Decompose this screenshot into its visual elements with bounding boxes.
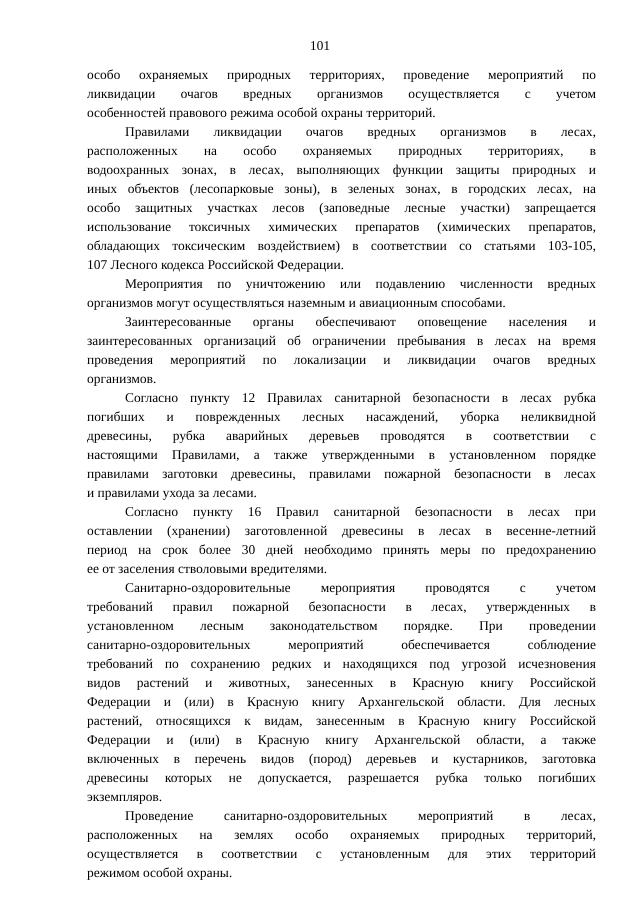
text-line: древесины, рубка аварийных деревьев проводятся в соответствии с <box>87 428 596 443</box>
text-line: погибших и поврежденных лесных насаждений, уборка неликвидной <box>87 409 596 424</box>
text-line: особо защитных участках лесов (заповедные лесные участки) запрещается <box>87 200 596 215</box>
text-line: организмов могут осуществляться наземным и авиационным способами. <box>87 295 506 310</box>
text-line: установленном лесным законодательством порядке. При проведении <box>87 618 596 633</box>
text-line: видов растений и животных, занесенных в Красную книгу Российской <box>87 675 596 690</box>
text-line: режимом особой охраны. <box>87 865 233 880</box>
text-line: Правилами ликвидации очагов вредных организмов в лесах, <box>125 124 596 139</box>
text-line: организмов. <box>87 371 157 386</box>
text-line: ликвидации очагов вредных организмов осуществляется с учетом <box>87 86 596 101</box>
text-line: оставлении (хранении) заготовленной древесины в лесах в весенне-летний <box>87 523 596 538</box>
text-line: период на срок более 30 дней необходимо принять меры по предохранению <box>87 542 596 557</box>
text-line: экземпляров. <box>87 789 163 804</box>
text-line: Согласно пункту 16 Правил санитарной безопасности в лесах при <box>125 504 596 519</box>
text-line: включенных в перечень видов (пород) деревьев и кустарников, заготовка <box>87 751 596 766</box>
text-line: Федерации и (или) в Красную книгу Архангельской области, а также <box>87 732 596 747</box>
text-line: обладающих токсическим воздействием) в соответствии со статьями 103-105, <box>87 238 596 253</box>
text-line: 107 Лесного кодекса Российской Федерации. <box>87 257 344 272</box>
text-line: ее от заселения стволовыми вредителями. <box>87 561 328 576</box>
text-line: растений, относящихся к видам, занесенным в Красную книгу Российской <box>87 713 596 728</box>
text-line: санитарно-оздоровительных мероприятий обеспечивается соблюдение <box>87 637 596 652</box>
text-line: расположенных на землях особо охраняемых природных территорий, <box>87 827 596 842</box>
text-line: Санитарно-оздоровительные мероприятия проводятся с учетом <box>125 580 596 595</box>
text-line: осуществляется в соответствии с установленным для этих территорий <box>87 846 596 861</box>
text-line: Федерации и (или) в Красную книгу Архангельской области. Для лесных <box>87 694 596 709</box>
text-line: Проведение санитарно-оздоровительных мероприятий в лесах, <box>125 808 596 823</box>
text-line: правилами заготовки древесины, правилами пожарной безопасности в лесах <box>87 466 596 481</box>
text-line: расположенных на особо охраняемых природных территориях, в <box>87 143 596 158</box>
text-line: водоохранных зонах, в лесах, выполняющих функции защиты природных и <box>87 162 596 177</box>
text-line: иных объектов (лесопарковые зоны), в зеленых зонах, в городских лесах, на <box>87 181 596 196</box>
text-line: особо охраняемых природных территориях, проведение мероприятий по <box>87 67 596 82</box>
text-line: проведения мероприятий по локализации и ликвидации очагов вредных <box>87 352 596 367</box>
text-line: требований правил пожарной безопасности в лесах, утвержденных в <box>87 599 596 614</box>
text-line: Согласно пункту 12 Правилах санитарной безопасности в лесах рубка <box>125 390 596 405</box>
text-line: требований по сохранению редких и находящихся под угрозой исчезновения <box>87 656 596 671</box>
text-line: особенностей правового режима особой охраны территорий. <box>87 105 436 120</box>
text-line: Мероприятия по уничтожению или подавлению численности вредных <box>125 276 596 291</box>
text-line: заинтересованных организаций об ограничении пребывания в лесах на время <box>87 333 596 348</box>
page-number: 101 <box>309 38 331 53</box>
text-line: и правилами ухода за лесами. <box>87 485 257 500</box>
text-line: настоящими Правилами, а также утвержденными в установленном порядке <box>87 447 596 462</box>
text-line: древесины которых не допускается, разрешается рубка только погибших <box>87 770 596 785</box>
text-line: Заинтересованные органы обеспечивают оповещение населения и <box>125 314 596 329</box>
text-line: использование токсичных химических препаратов (химических препаратов, <box>87 219 596 234</box>
